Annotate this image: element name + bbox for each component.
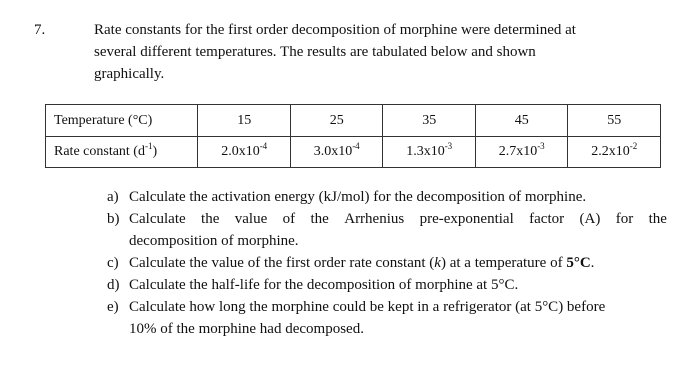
rate-constant-table — [45, 104, 661, 168]
part-c — [107, 252, 667, 274]
temperature-cell: 55 — [568, 105, 661, 137]
rate-constant-cell: $2.2x10^{-2}$ — [568, 137, 661, 168]
rate-constant-cell: $2.7x10^{-3}$ — [475, 137, 568, 168]
part-letter: e) — [107, 299, 119, 315]
part-text-line: Calculate the value of the Arrhenius pre-exponential factor (A) for the — [129, 211, 667, 227]
part-e — [107, 296, 667, 340]
part-text: Calculate the half-life for the decomposition of morphine at 5°C. — [129, 277, 519, 293]
temperature-cell: 15 — [198, 105, 291, 137]
rate-constant-cell: $3.0x10^{-4}$ — [290, 137, 383, 168]
part-letter: c) — [107, 255, 119, 271]
temperature-cell: 45 — [475, 105, 568, 137]
part-a — [107, 186, 667, 208]
rate-constant-cell: $2.0x10^{-4}$ — [198, 137, 291, 168]
part-letter: a) — [107, 189, 119, 205]
part-letter: d) — [107, 277, 120, 293]
rate-constant-cell: $1.3x10^{-3}$ — [383, 137, 476, 168]
intro-line: several different temperatures. The results are tabulated below and shown — [94, 44, 536, 60]
temperature-row — [46, 105, 661, 137]
part-letter: b) — [107, 211, 120, 227]
part-text: Calculate the value of the first order rate constant (k) at a temperature of 5°C. — [129, 255, 595, 271]
temperature-header: Temperature (°C) — [46, 105, 198, 137]
rate-constant-header: Rate constant $(d^{-1})$ — [46, 137, 198, 168]
intro-line: Rate constants for the first order decomposition of morphine were determined at — [94, 22, 576, 38]
question-number: 7. — [34, 22, 46, 38]
part-d — [107, 274, 667, 296]
part-text: Calculate how long the morphine could be kept in a refrigerator (at 5°C) before — [129, 299, 606, 315]
part-text: Calculate the activation energy (kJ/mol) for the decomposition of morphine. — [129, 189, 587, 205]
question-parts-list — [107, 186, 667, 340]
part-text-continuation: decomposition of morphine. — [129, 233, 299, 249]
part-text-continuation: 10% of the morphine had decomposed. — [129, 321, 364, 337]
question-intro — [94, 19, 654, 85]
part-b — [107, 208, 667, 252]
temperature-cell: 35 — [383, 105, 476, 137]
temperature-cell: 25 — [290, 105, 383, 137]
rate-constant-row — [46, 137, 661, 168]
intro-line: graphically. — [94, 66, 165, 82]
